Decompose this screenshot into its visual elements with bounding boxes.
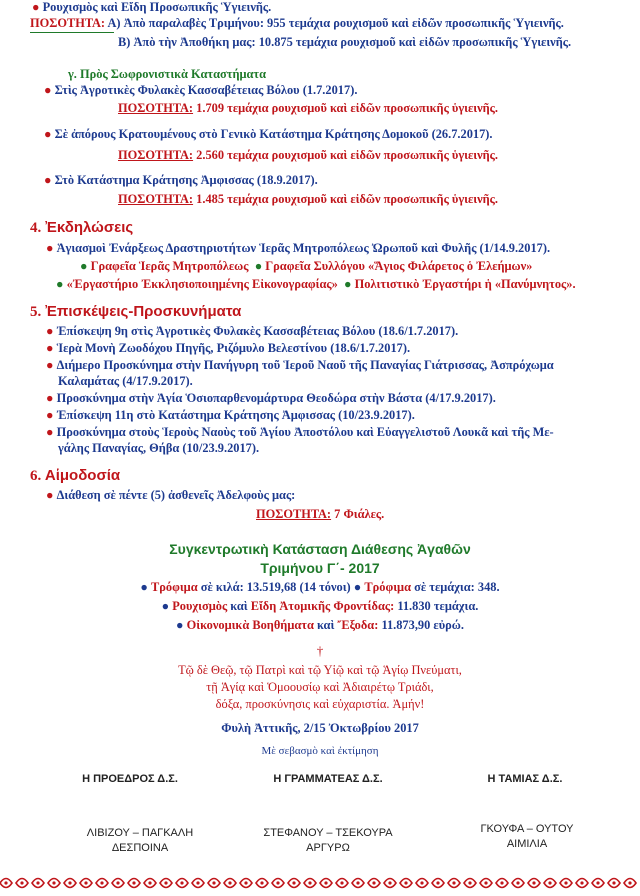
blood-qty-text: 7 Φιάλες. [334,507,385,521]
decorative-border [0,872,640,894]
signature-title-secretary: Η ΓΡΑΜΜΑΤΕΑΣ Δ.Σ. [273,773,383,785]
ornament-dot [292,881,295,884]
section-heading-visits [30,303,241,321]
place-date: Φυλὴ Ἀττικῆς, 2/15 Ὀκτωβρίου 2017 [221,721,419,735]
food-kg-label: Τρόφιμα [151,580,198,594]
bullet-icon: ● [56,277,67,291]
ornament-dot [276,881,279,884]
bullet-icon: ● [80,259,91,273]
visit-item-text: Προσκύνημα στὴν Ἁγία Ὁσιοπαρθενομάρτυρα Θεοδώρα στὴν Βάστα (4/17.9.2017). [56,391,496,405]
ornament-dot [308,881,311,884]
events-venue: «Ἐργαστήριο Ἐκκλησιοποιημένης Εἰκονογραφίας» [66,277,338,291]
blood-item [46,487,295,503]
summary-food [0,579,640,596]
bullet-icon: ● [46,425,57,439]
ornament-dot [20,881,23,884]
bullet-icon: ● [46,488,57,502]
section-number: 5. [30,304,42,320]
prisons-heading: γ. Πρὸς Σωφρονιστικὰ Καταστήματα [68,67,267,81]
section-number: 4. [30,220,42,236]
top-quantity-b: Β) Ἀπὸ τὴν Ἀποθήκη μας: 10.875 τεμάχια ρουχισμοῦ καὶ εἰδῶν προσωπικῆς Ὑγιεινῆς. [118,35,572,49]
bullet-icon: ● [46,341,57,355]
ornament-dot [68,881,71,884]
signature-title-president: Η ΠΡΟΕΔΡΟΣ Δ.Σ. [82,773,178,785]
food-pcs-label: Τρόφιμα [364,580,411,594]
ornament-dot [164,881,167,884]
visit-item-text: Ἐπίσκεψη 11η στὸ Κατάστημα Κράτησης Ἀμφισσας (10/23.9.2017). [56,408,415,422]
bullet-icon: ● [44,127,55,141]
events-line [80,258,532,274]
ornament-dot [404,881,407,884]
prison-quantity [118,191,498,207]
quantity-label: ΠΟΣΟΤΗΤΑ: [118,192,194,206]
bullet-icon: ● [353,580,365,594]
visit-item [46,424,554,440]
visit-item-text: Ἐπίσκεψη 9η στὶς Ἀγροτικὲς Φυλακὲς Κασσαβέτειας Βόλου (18.6/1.7.2017). [56,324,459,338]
visit-item [46,390,496,406]
decorative-border-pattern [0,879,636,888]
ornament-dot [244,881,247,884]
bullet-icon: ● [44,173,55,187]
events-venue: Πολιτιστικὸ Ἐργαστήρι ἡ «Πανύμνητος». [354,277,576,291]
ornament-dot [564,881,567,884]
signature-name-line: ΣΤΕΦΑΝΟΥ – ΤΣΕΚΟΥΡΑ [263,827,393,839]
summary-subtitle: Τριμήνου Γ΄- 2017 [260,560,380,576]
prison-item [44,126,493,142]
food-pcs-text: σὲ τεμάχια: 348. [414,580,500,594]
summary-title: Συγκεντρωτικὴ Κατάσταση Διάθεσης Ἀγαθῶν [169,541,471,557]
signature-name-line: ΓΚΟΥΦΑ – ΟΥΤΟΥ [480,823,574,835]
signature-name-line: ΑΙΜΙΛΙΑ [506,838,548,850]
signature-name-treasurer [452,822,602,852]
section-title: Αἱμοδοσία [44,467,121,484]
aid-value: 11.873,90 εὐρώ. [381,618,464,632]
bullet-icon: ● [46,241,57,255]
visit-item [46,340,410,356]
ornament-dot [388,881,391,884]
bullet-icon: ● [251,259,266,273]
clothing-label-b: Εἴδη Ἀτομικῆς Φροντίδας: [250,599,395,613]
top-item-text: Ρουχισμὸς καὶ Εἴδη Προσωπικῆς Ὑγιεινῆς. [42,0,272,14]
quantity-label: ΠΟΣΟΤΗΤΑ: [118,148,194,162]
top-quantity-a [30,15,564,31]
ornament-dot [356,881,359,884]
blood-quantity [256,506,384,522]
events-line [56,276,576,292]
section-heading-blood [30,467,120,485]
prison-quantity [118,147,498,163]
food-kg-text: σὲ κιλά: 13.519,68 (14 τόνοι) [200,580,351,594]
ornament-dot [180,881,183,884]
prison-qty-text: 1.709 τεμάχια ρουχισμοῦ καὶ εἰδῶν προσωπικῆς ὑγιεινῆς. [196,101,498,115]
prison-item-text: Στὶς Ἀγροτικὲς Φυλακὲς Κασσαβέτειας Βόλου (1.7.2017). [54,83,358,97]
signature-name-president [60,826,220,856]
signature-name-line: ΛΙΒΙΖΟΥ – ΠΑΓΚΑΛΗ [86,827,194,839]
blood-item-text: Διάθεση σὲ πέντε (5) ἀσθενεῖς Ἀδελφοὺς μας: [56,488,296,502]
bullet-icon: ● [176,618,187,632]
ornament-dot [36,881,39,884]
ornament-dot [372,881,375,884]
bullet-icon: ● [46,391,57,405]
prison-item-text: Σὲ ἀπόρους Κρατουμένους στὸ Γενικὸ Κατάστημα Κράτησης Δομοκοῦ (26.7.2017). [54,127,493,141]
ornament-dot [196,881,199,884]
ornament-dot [132,881,135,884]
ornament-dot [116,881,119,884]
events-venue: Γραφεῖα Ἱερᾶς Μητροπόλεως [90,259,249,273]
visit-item [46,323,458,339]
ornament-dot [484,881,487,884]
ornament-dot [212,881,215,884]
ornament-dot [628,881,631,884]
prison-item-text: Στὸ Κατάστημα Κράτησης Ἀμφισσας (18.9.2017). [54,173,318,187]
quantity-label: ΠΟΣΟΤΗΤΑ: [118,101,194,115]
visit-item [46,407,415,423]
events-line [46,240,550,256]
ornament-dot [532,881,535,884]
ornament-dot [468,881,471,884]
signature-name-line: ΔΕΣΠΟΙΝΑ [111,842,169,854]
visit-item-continuation: Καλαμάτας (4/17.9.2017). [58,374,193,388]
bullet-icon: ● [46,408,57,422]
ornament-dot [516,881,519,884]
visit-item-text: Προσκύνημα στοὺς Ἱεροὺς Ναοὺς τοῦ Ἁγίου Ἀποστόλου καὶ Εὐαγγελιστοῦ Λουκᾶ καὶ τῆς Με- [56,425,554,439]
quantity-underline [30,32,114,33]
summary-aid [0,617,640,634]
prison-item [44,172,318,188]
ornament-dot [84,881,87,884]
prison-quantity [118,100,498,116]
signature-name-line: ΑΡΓΥΡΩ [306,842,350,854]
section-title: Ἐκδηλώσεις [45,219,134,236]
cross-icon: † [316,643,324,658]
bullet-icon: ● [340,277,355,291]
events-line-text: Ἁγιασμοὶ Ἐνάρξεως Δραστηριοτήτων Ἱερᾶς Μητροπόλεως Ὠρωποῦ καὶ Φυλῆς (1/14.9.2017). [56,241,551,255]
visit-item-text: Διήμερο Προσκύνημα στὴν Πανήγυρη τοῦ Ἱεροῦ Ναοῦ τῆς Παναγίας Γιάτρισσας, Ἀσπρόχωμα [56,358,554,372]
ornament-dot [260,881,263,884]
events-venue: Γραφεῖα Συλλόγου «Ἅγιος Φιλάρετος ὁ Ἐλεήμων» [265,259,533,273]
ornament-dot [436,881,439,884]
regards: Μὲ σεβασμὸ καὶ ἐκτίμηση [261,745,379,757]
ornament-dot [340,881,343,884]
ornament-dot [500,881,503,884]
summary-clothing [0,598,640,615]
ornament-dot [596,881,599,884]
ornament-dot [324,881,327,884]
prison-qty-text: 2.560 τεμάχια ρουχισμοῦ καὶ εἰδῶν προσωπικῆς ὑγιεινῆς. [196,148,498,162]
prison-qty-text: 1.485 τεμάχια ρουχισμοῦ καὶ εἰδῶν προσωπικῆς ὑγιεινῆς. [196,192,498,206]
ornament-dot [548,881,551,884]
signature-title-treasurer: Η ΤΑΜΙΑΣ Δ.Σ. [487,773,563,785]
aid-label-a: Οἰκονομικὰ Βοηθήματα [186,618,314,632]
ornament-dot [228,881,231,884]
top-qty-a-text: Α) Ἀπὸ παραλαβὲς Τριμήνου: 955 τεμάχια ρουχισμοῦ καὶ εἰδῶν προσωπικῆς Ὑγιεινῆς. [107,16,564,30]
aid-and: καὶ [317,618,335,632]
ornament-dot [420,881,423,884]
clothing-value: 11.830 τεμάχια. [397,599,479,613]
aid-label-b: Ἔξοδα: [337,618,379,632]
ornament-dot [100,881,103,884]
bullet-icon: ● [46,358,57,372]
clothing-label-a: Ρουχισμὸς [172,599,228,613]
visit-item-continuation: γάλης Παναγίας, Θήβα (10/23.9.2017). [58,441,260,455]
signature-name-secretary [246,826,410,856]
doxology-line: Τῷ δὲ Θεῷ, τῷ Πατρὶ καὶ τῷ Υἱῷ καὶ τῷ Ἁγίῳ Πνεύματι, [178,663,462,677]
ornament-dot [52,881,55,884]
quantity-label: ΠΟΣΟΤΗΤΑ: [256,507,332,521]
ornament-dot [452,881,455,884]
clothing-and: καὶ [230,599,248,613]
doxology-line: τῇ Ἁγίᾳ καὶ Ὁμοουσίῳ καὶ Ἀδιαιρέτῳ Τριάδι, [206,680,434,694]
doxology-line: δόξα, προσκύνησις καὶ εὐχαριστία. Ἀμήν! [215,697,425,711]
top-item [32,0,271,15]
bullet-icon: ● [44,83,55,97]
ornament-dot [148,881,151,884]
prison-item [44,82,357,98]
ornament-dot [612,881,615,884]
bullet-icon: ● [140,580,151,594]
bullet-icon: ● [32,0,43,14]
ornament-dot [580,881,583,884]
quantity-label: ΠΟΣΟΤΗΤΑ: [30,16,106,30]
section-title: Ἐπισκέψεις-Προσκυνήματα [45,303,242,320]
bullet-icon: ● [46,324,57,338]
ornament-dot [4,881,7,884]
visit-item [46,357,554,373]
visit-item-text: Ἱερὰ Μονὴ Ζωοδόχου Πηγῆς, Ριζόμυλο Βελεστίνου (18.6/1.7.2017). [56,341,411,355]
bullet-icon: ● [161,599,173,613]
section-heading-events [30,219,133,237]
section-number: 6. [30,468,42,484]
